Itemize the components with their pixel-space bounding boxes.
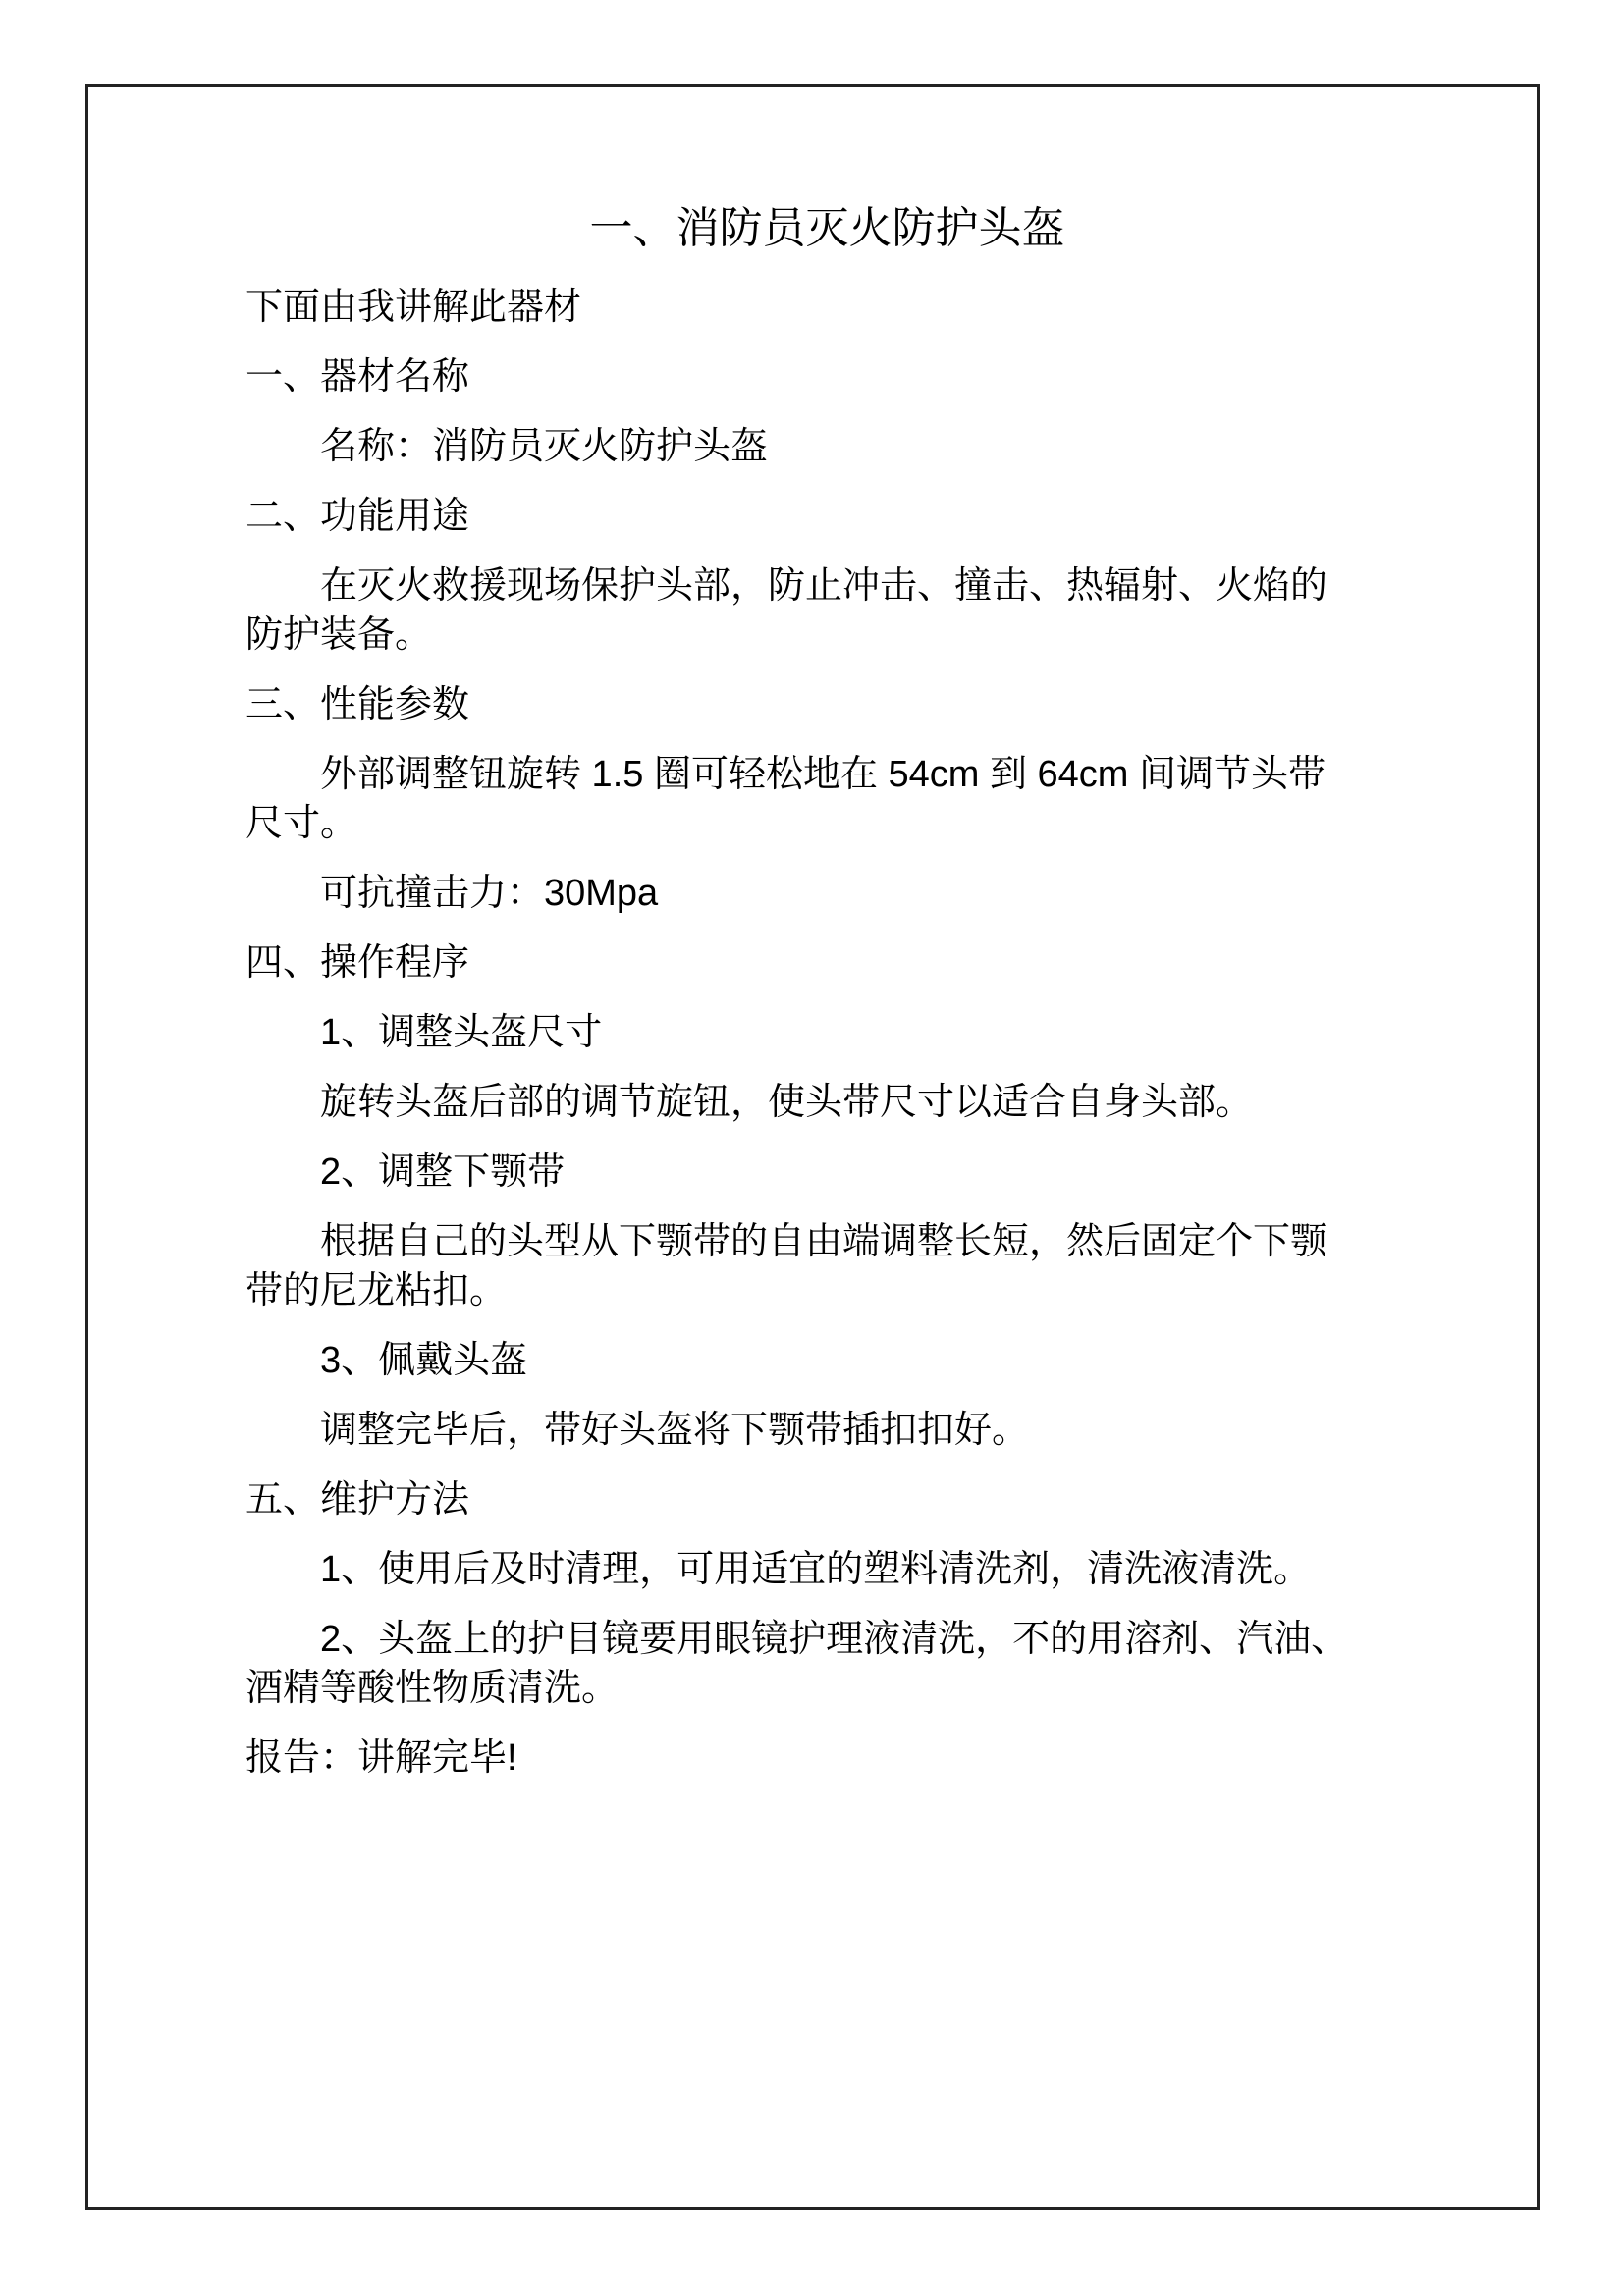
- body-text-line: 下面由我讲解此器材: [245, 287, 582, 328]
- paragraph: [245, 869, 1409, 918]
- body-text-line: 调整完毕后，带好头盔将下颚带插扣扣好。: [320, 1410, 1030, 1451]
- list-item-heading: [245, 1008, 1409, 1057]
- section-heading-line: 四、操作程序: [245, 942, 470, 984]
- body-text-line: 1、使用后及时清理，可用适宜的塑料清洗剂，清洗液清洗。: [320, 1549, 1312, 1590]
- list-item-heading: [245, 1148, 1409, 1197]
- section-heading-line: 五、维护方法: [245, 1479, 470, 1521]
- body-text-line: 酒精等酸性物质清洗。: [245, 1668, 620, 1709]
- section-heading: [245, 492, 1409, 541]
- body-text-line: 2、头盔上的护目镜要用眼镜护理液清洗，不的用溶剂、汽油、: [320, 1619, 1349, 1660]
- body-text-line: 名称：消防员灭火防护头盔: [320, 426, 769, 467]
- section-heading-line: 三、性能参数: [245, 684, 470, 725]
- paragraph: [245, 750, 1409, 848]
- body-text-line: 根据自己的头型从下颚带的自由端调整长短，然后固定个下颚: [320, 1221, 1328, 1262]
- section-heading: [245, 938, 1409, 988]
- body-text-line: 带的尼龙粘扣。: [245, 1270, 508, 1311]
- document-content: [245, 201, 1409, 1803]
- paragraph: [245, 283, 1409, 332]
- section-heading-line: 二、功能用途: [245, 496, 470, 537]
- paragraph: [245, 422, 1409, 471]
- section-heading: [245, 680, 1409, 729]
- paragraph: [245, 1406, 1409, 1455]
- paragraph: [245, 561, 1409, 660]
- report-closing-line: [245, 1734, 1409, 1783]
- body-text-line: 旋转头盔后部的调节旋钮，使头带尺寸以适合自身头部。: [320, 1082, 1254, 1123]
- section-heading-line: 一、器材名称: [245, 356, 470, 398]
- section-heading: [245, 1475, 1409, 1524]
- list-item: [245, 1545, 1409, 1594]
- body-text-line: 报告：讲解完毕!: [245, 1737, 517, 1779]
- doc-title: 一、消防员灭火防护头盔: [589, 204, 1065, 252]
- section-heading: [245, 352, 1409, 401]
- paragraph: [245, 1217, 1409, 1315]
- body-text-line: 1、调整头盔尺寸: [320, 1012, 603, 1053]
- body-text-line: 可抗撞击力：30Mpa: [320, 873, 659, 914]
- paragraph: [245, 1078, 1409, 1127]
- body-text-line: 2、调整下颚带: [320, 1151, 566, 1193]
- body-text-line: 3、佩戴头盔: [320, 1340, 528, 1381]
- list-item: [245, 1615, 1409, 1713]
- body-text-line: 在灭火救援现场保护头部，防止冲击、撞击、热辐射、火焰的: [320, 565, 1328, 607]
- body-text-line: 防护装备。: [245, 614, 433, 656]
- body-text-line: 外部调整钮旋转 1.5 圈可轻松地在 54cm 到 64cm 间调节头带: [320, 754, 1326, 795]
- list-item-heading: [245, 1336, 1409, 1385]
- body-text-line: 尺寸。: [245, 803, 358, 844]
